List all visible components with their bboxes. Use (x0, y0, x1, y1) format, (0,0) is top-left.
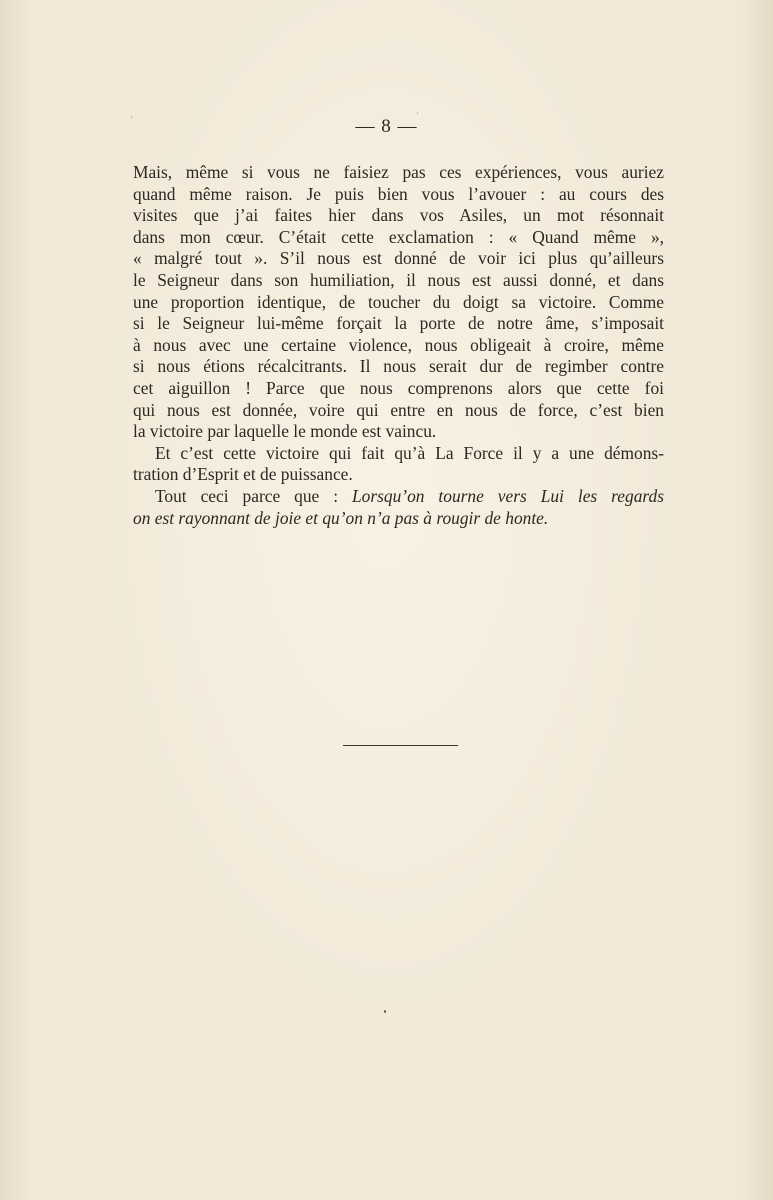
text-line: quand même raison. Je puis bien vous l’avouer : au cours des (133, 183, 664, 204)
text-line-mixed (133, 486, 664, 508)
paper-speck (417, 112, 418, 114)
text-line: le Seigneur dans son humiliation, il nous est aussi donné, et dans (133, 269, 664, 290)
text-line: tration d’Esprit et de puissance. (133, 464, 353, 485)
text-line: la victoire par laquelle le monde est vaincu. (133, 421, 437, 442)
paper-speck (384, 1010, 386, 1013)
italic-quote-line: on est rayonnant de joie et qu’on n’a pas à rougir de honte. (133, 507, 549, 528)
text-line: cet aiguillon ! Parce que nous comprenons alors que cette foi (133, 377, 664, 398)
paper-speck (131, 116, 132, 118)
text-line: dans mon cœur. C’était cette exclamation : « Quand même », (133, 226, 664, 247)
text-segment: Tout ceci parce que : (155, 485, 352, 506)
text-line: si le Seigneur lui-même forçait la porte de notre âme, s’imposait (133, 313, 664, 334)
text-line: Et c’est cette victoire qui fait qu’à La Force il y a une démons- (155, 442, 664, 463)
text-line: « malgré tout ». S’il nous est donné de voir ici plus qu’ailleurs (133, 248, 664, 269)
text-line: qui nous est donnée, voire qui entre en nous de force, c’est bien (133, 399, 664, 420)
closing-rule (343, 745, 458, 746)
italic-quote: Lorsqu’on tourne vers Lui les regards (352, 485, 664, 506)
page-number: — 8 — (355, 116, 418, 137)
body-text (133, 162, 664, 529)
text-line: visites que j’ai faites hier dans vos Asiles, un mot résonnait (133, 205, 664, 226)
text-line: une proportion identique, de toucher du doigt sa victoire. Comme (133, 291, 664, 312)
text-line: à nous avec une certaine violence, nous obligeait à croire, même (133, 334, 664, 355)
text-line: si nous étions récalcitrants. Il nous serait dur de regimber contre (133, 356, 664, 377)
text-line: Mais, même si vous ne faisiez pas ces expériences, vous auriez (133, 162, 664, 182)
